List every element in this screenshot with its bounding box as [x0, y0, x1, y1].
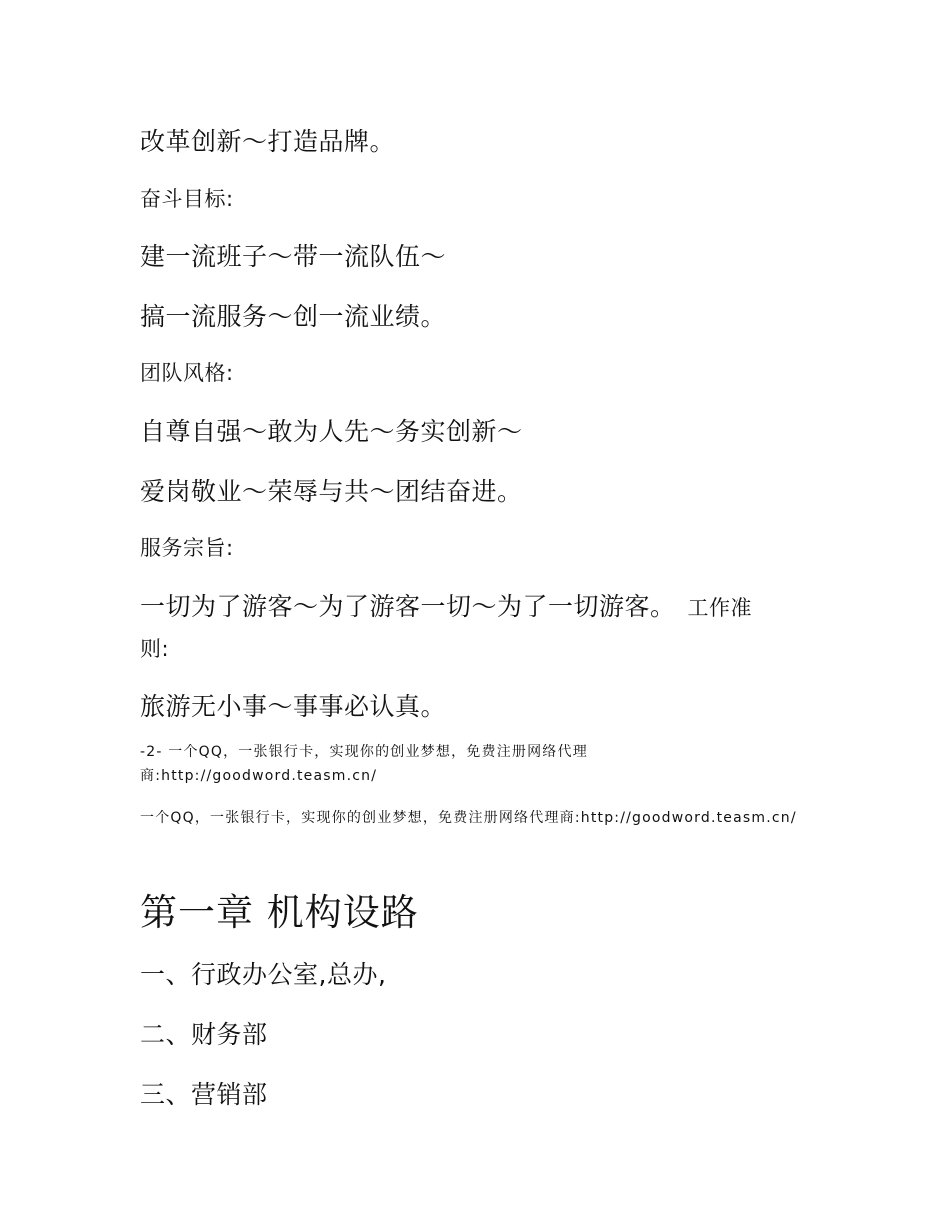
service-line: [140, 587, 752, 623]
work-label-end: 则:: [140, 637, 170, 661]
section-item-1: 一、行政办公室,总办,: [140, 960, 387, 989]
style-line-1: 自尊自强～敢为人先～务实创新～: [140, 417, 523, 446]
service-text: 一切为了游客～为了游客一切～为了一切游客。: [140, 592, 676, 621]
style-line-2: 爱岗敬业～荣辱与共～团结奋进。: [140, 477, 523, 506]
footer-note-2: 一个QQ，一张银行卡，实现你的创业梦想，免费注册网络代理商:http://goodword.teasm.cn/: [140, 810, 797, 826]
service-label: 服务宗旨:: [140, 536, 234, 560]
goal-line-1: 建一流班子～带一流队伍～: [140, 242, 447, 271]
goal-label: 奋斗目标:: [140, 187, 234, 211]
work-line: 旅游无小事～事事必认真。: [140, 692, 447, 721]
goal-line-2: 搞一流服务～创一流业绩。: [140, 302, 447, 331]
chapter-title: 第一章 机构设路: [140, 891, 419, 934]
section-item-2: 二、财务部: [140, 1020, 268, 1049]
footer-note-1: -2- 一个QQ，一张银行卡，实现你的创业梦想，免费注册网络代理商:http://goodword.teasm.cn/: [140, 744, 588, 784]
slogan-line: 改革创新～打造品牌。: [140, 127, 396, 156]
work-label-start: 工作准: [687, 596, 753, 620]
section-item-3: 三、营销部: [140, 1080, 268, 1109]
style-label: 团队风格:: [140, 361, 234, 385]
